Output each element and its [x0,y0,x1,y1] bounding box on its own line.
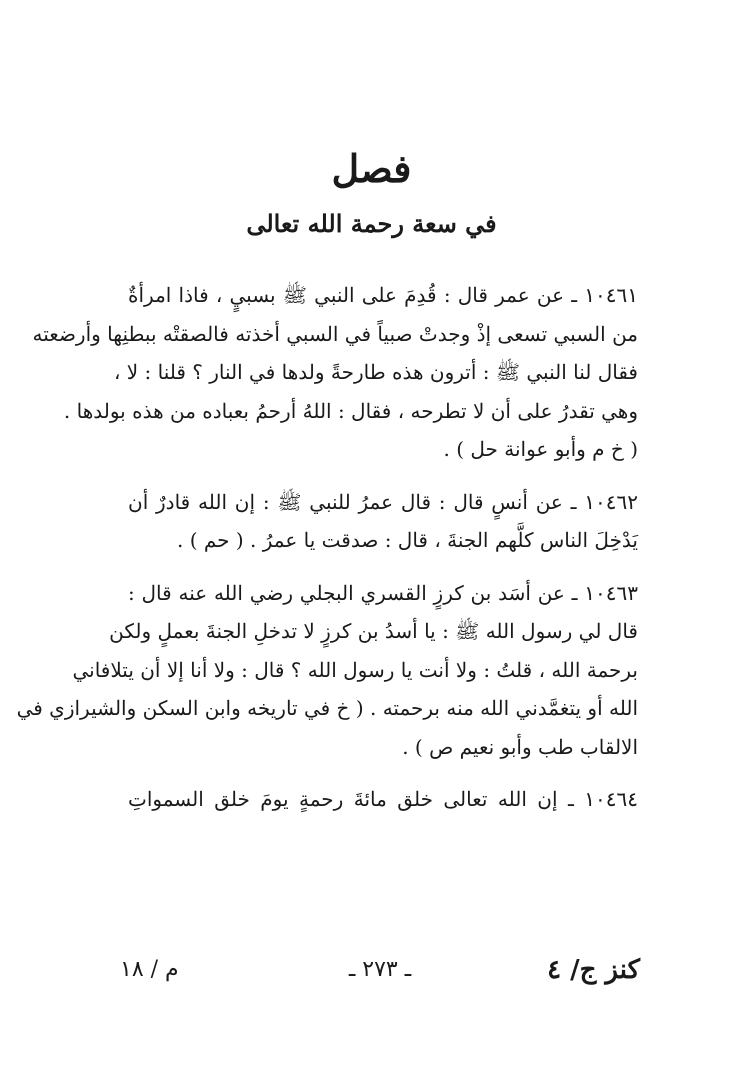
hadith-10461 [32,276,638,469]
section-title: فصل [331,146,412,191]
text-line: برحمة الله ، قلتُ : ولا أنت يا رسول الله ؟ قال : ولا أنا إلا أن يتلافاني [72,657,638,682]
text-line: الالقاب طب وأبو نعيم ص ) . [402,734,638,759]
document-body [16,276,638,833]
page-footer [120,950,640,990]
text-line: فقال لنا النبي ﷺ : أترون هذه طارحةً ولدها في النار ؟ قلنا : لا ، [113,360,638,384]
text-line: من السبي تسعى إذْ وجدتْ صبياً في السبي أخذته فالصقتْه ببطنِها وأرضعته [32,321,638,346]
text-line: ١٠٤٦١ ـ عن عمر قال : قُدِمَ على النبي ﷺ بسبيٍ ، فاذا امرأةٌ [128,283,638,307]
text-line: الله أو يتغمَّدني الله منه برحمته . ( خ في تاريخه وابن السكن والشيرازي في [16,696,638,720]
hadith-10464 [128,780,638,819]
hadith-10463 [16,574,638,767]
text-line: ١٠٤٦٤ ـ إن الله تعالى خلق مائةَ رحمةٍ يومَ خلق السمواتِ [128,787,638,811]
section-subtitle: في سعة رحمة الله تعالى [246,209,497,238]
text-line: يَدْخِلَ الناس كلَّهم الجنةَ ، قال : صدقت يا عمرُ . ( حم ) . [176,528,638,552]
text-line: قال لي رسول الله ﷺ : يا أسدُ بن كرزٍ لا تدخلِ الجنةَ بعملٍ ولكن [109,619,638,643]
text-line: ( خ م وأبو عوانة حل ) . [443,437,638,461]
page-number: ـ ٢٧٣ ـ [348,957,412,982]
sheet-mark: م / ١٨ [120,957,179,982]
text-line: ١٠٤٦٣ ـ عن أسَد بن كرزٍ القسري البجلي رضي الله عنه قال : [128,580,638,605]
text-line: ١٠٤٦٢ ـ عن أنسٍ قال : قال عمرُ للنبي ﷺ : إن الله قادرٌ أن [128,489,638,514]
volume-signature: كنز ج/ ٤ [547,955,640,985]
text-line: وهي تقدرُ على أن لا تطرحه ، فقال : اللهُ أرحمُ بعباده من هذه بولدها . [63,398,638,423]
hadith-10462 [128,483,638,560]
